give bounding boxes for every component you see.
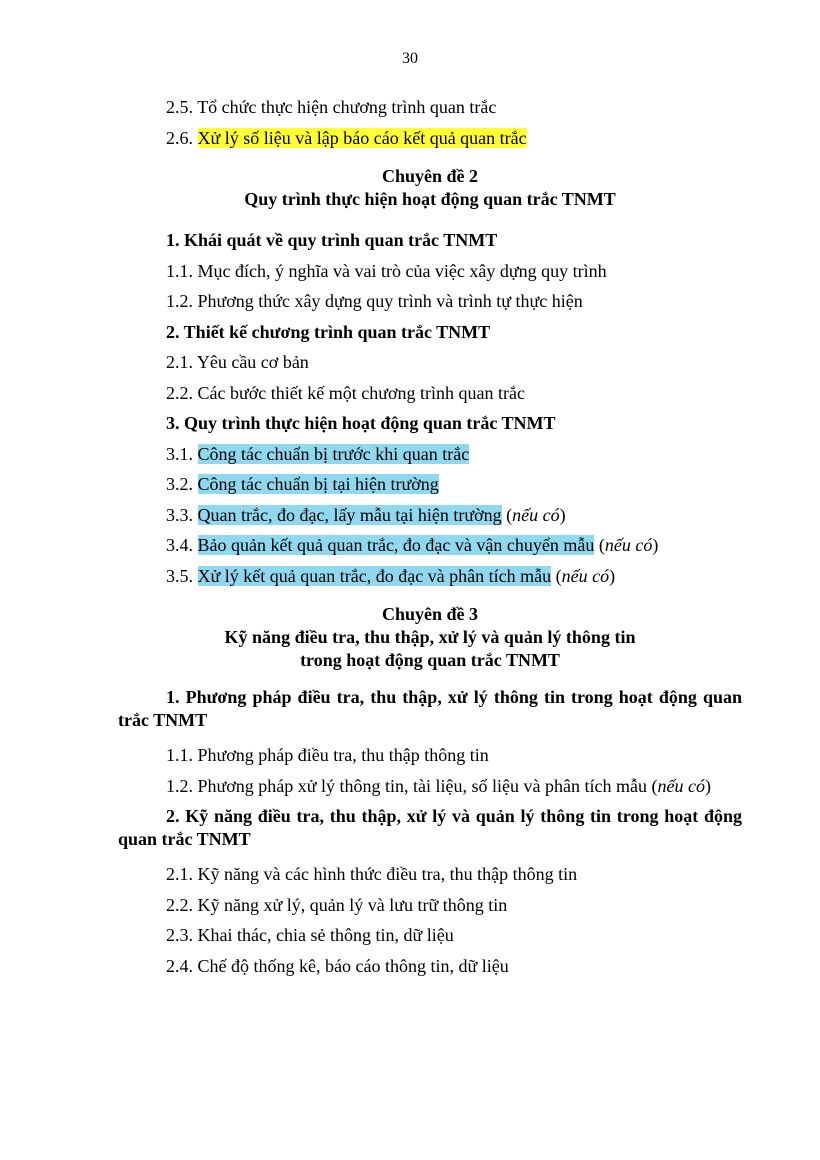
item-text: Phương pháp điều tra, thu thập thông tin [197, 745, 489, 765]
list-item: 3.3. Quan trắc, đo đạc, lấy mẫu tại hiện trường (nếu có) [166, 504, 566, 525]
list-item [118, 123, 742, 154]
highlighted-item-text: Công tác chuẩn bị trước khi quan trắc [197, 443, 470, 464]
item-text: Phương thức xây dựng quy trình và trình tự thực hiện [197, 291, 583, 311]
item-text: Kỹ năng xử lý, quản lý và lưu trữ thông tin [197, 894, 508, 915]
item-note: nếu có [604, 535, 653, 555]
list-item [118, 920, 742, 951]
item-number: 2.4. [166, 955, 193, 976]
topic-3-subtitle-cont: trong hoạt động quan trắc TNMT [300, 650, 560, 670]
document-body [118, 92, 742, 981]
highlighted-item-text: Xử lý số liệu và lập báo cáo kết quả quan trắc [197, 127, 527, 148]
item-note: nếu có [657, 775, 705, 796]
list-item [118, 740, 742, 771]
list-item [118, 347, 742, 378]
list-item [118, 951, 742, 982]
list-item [118, 378, 742, 409]
list-item [118, 286, 742, 317]
item-number: 3.2. [166, 474, 193, 494]
topic-2-subtitle: Quy trình thực hiện hoạt động quan trắc TNMT [244, 189, 616, 209]
item-number: 2.1. [166, 864, 193, 884]
item-number: 2.6. [166, 127, 193, 148]
list-item: 1.2. Phương pháp xử lý thông tin, tài liệu, số liệu và phân tích mẫu (nếu có) [166, 775, 711, 796]
item-number: 1.1. [166, 745, 193, 765]
list-item [118, 890, 742, 921]
item-number: 2.5. [166, 97, 193, 117]
item-note: nếu có [512, 504, 560, 525]
item-text: Phương pháp xử lý thông tin, tài liệu, số liệu và phân tích mẫu [197, 775, 647, 796]
item-number: 3.3. [166, 504, 193, 525]
item-number: 3.5. [166, 565, 193, 586]
item-number: 2.1. [166, 352, 193, 372]
item-number: 2.2. [166, 894, 193, 915]
item-number: 3.1. [166, 443, 193, 464]
highlighted-item-text: Bảo quản kết quả quan trắc, đo đạc và vận chuyển mẫu [197, 535, 595, 555]
item-number: 3.4. [166, 535, 193, 555]
section-heading: 1. Khái quát về quy trình quan trắc TNMT [166, 230, 498, 250]
item-note: nếu có [561, 565, 610, 586]
item-text: Tổ chức thực hiện chương trình quan trắc [197, 97, 497, 117]
item-text: Yêu cầu cơ bản [196, 352, 309, 372]
list-item [118, 256, 742, 287]
item-number: 1.2. [166, 291, 193, 311]
section-heading: 3. Quy trình thực hiện hoạt động quan trắc TNMT [166, 413, 556, 433]
highlighted-item-text: Quan trắc, đo đạc, lấy mẫu tại hiện trường [197, 504, 502, 525]
item-text: Kỹ năng và các hình thức điều tra, thu thập thông tin [197, 864, 578, 884]
list-item: 3.4. Bảo quản kết quả quan trắc, đo đạc và vận chuyển mẫu (nếu có) [166, 535, 659, 555]
item-number: 2.3. [166, 925, 193, 945]
list-item [118, 859, 742, 890]
section-heading: 2. Kỹ năng điều tra, thu thập, xử lý và quản lý thông tin trong hoạt động quan trắc TNMT [118, 806, 742, 849]
item-number: 1.1. [166, 260, 193, 281]
item-number: 2.2. [166, 382, 193, 403]
highlighted-item-text: Công tác chuẩn bị tại hiện trường [197, 474, 439, 494]
item-text: Mục đích, ý nghĩa và vai trò của việc xây dựng quy trình [197, 260, 607, 281]
section-heading: 1. Phương pháp điều tra, thu thập, xử lý thông tin trong hoạt động quan trắc TNMT [118, 687, 742, 730]
list-item [118, 92, 742, 123]
topic-3-subtitle: Kỹ năng điều tra, thu thập, xử lý và quản lý thông tin [224, 627, 636, 647]
topic-3-title: Chuyên đề 3 [381, 604, 479, 624]
list-item: 3.5. Xử lý kết quả quan trắc, đo đạc và phân tích mẫu (nếu có) [166, 565, 616, 586]
section-heading: 2. Thiết kế chương trình quan trắc TNMT [166, 321, 491, 342]
item-text: Khai thác, chia sẻ thông tin, dữ liệu [197, 925, 454, 945]
page-number: 30 [402, 50, 418, 67]
item-text: Các bước thiết kế một chương trình quan trắc [197, 382, 525, 403]
item-text: Chế độ thống kê, báo cáo thông tin, dữ liệu [197, 955, 509, 976]
list-item [118, 469, 742, 500]
topic-2-title: Chuyên đề 2 [381, 166, 479, 186]
list-item [118, 439, 742, 470]
item-number: 1.2. [166, 775, 193, 796]
highlighted-item-text: Xử lý kết quả quan trắc, đo đạc và phân tích mẫu [197, 565, 552, 586]
